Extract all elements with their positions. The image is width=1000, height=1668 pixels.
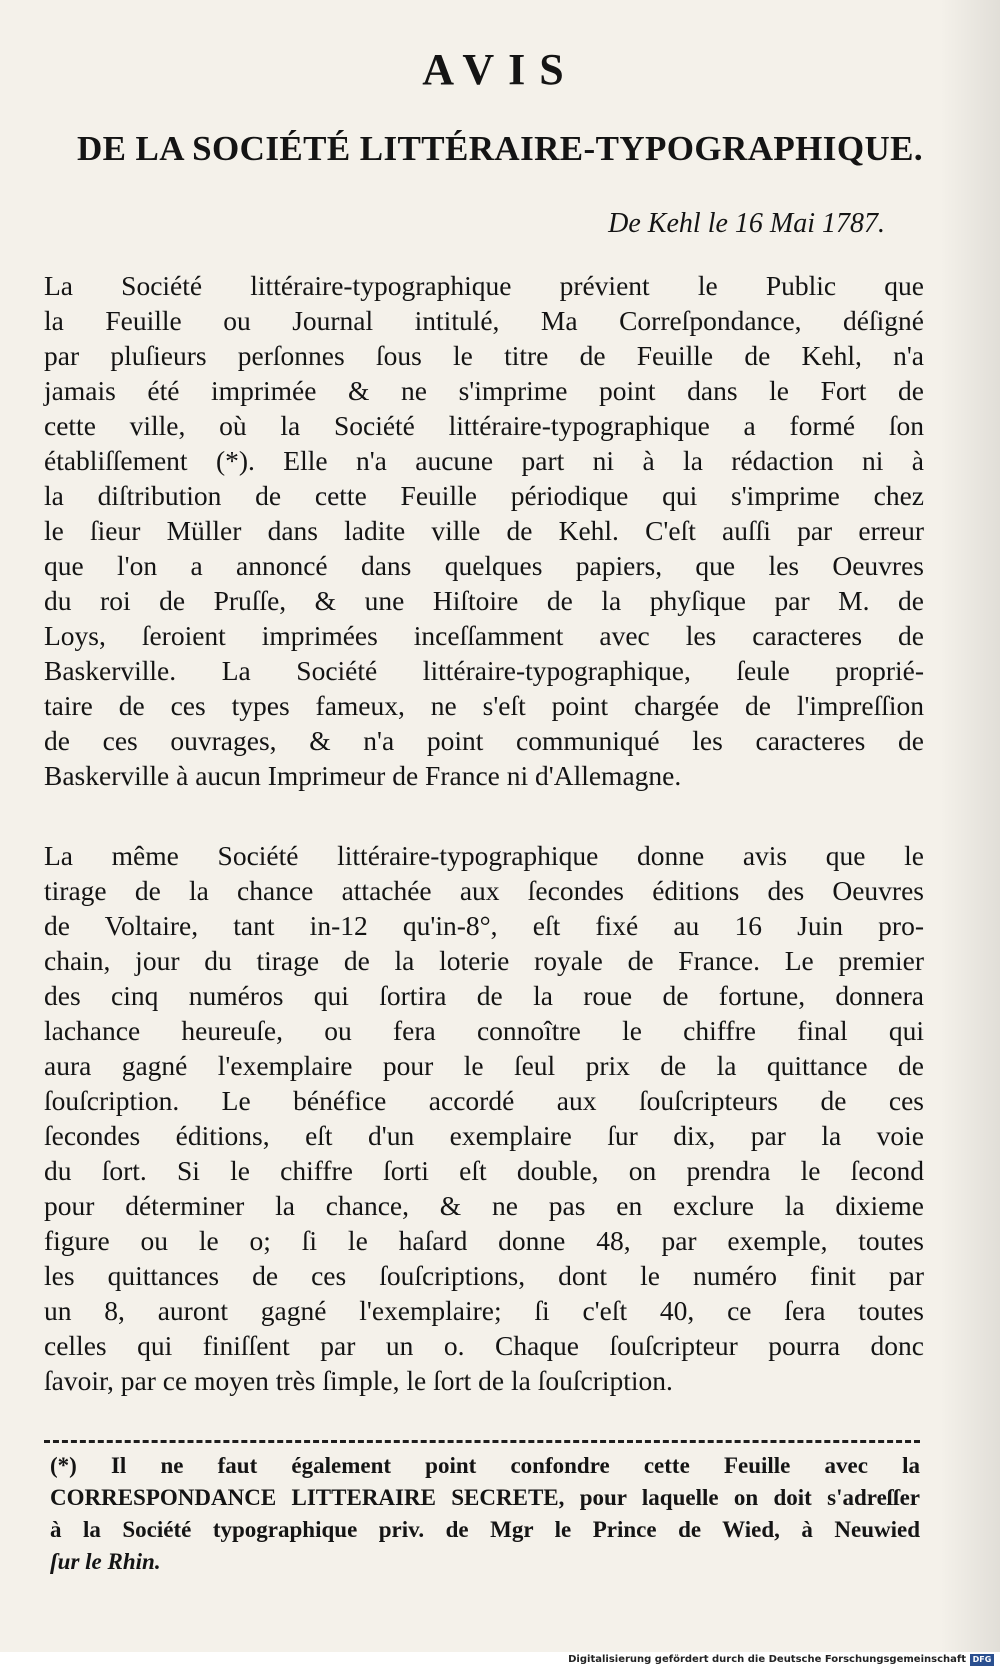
text-line: ſavoir, par ce moyen très ſimple, le ſort de la ſouſcription. <box>44 1365 673 1396</box>
text-line: Baskerville. La Société littéraire-typographique, ſeule proprié- <box>44 655 924 686</box>
paragraph-2 <box>44 838 924 1398</box>
paragraph-1 <box>44 268 924 793</box>
text-line: la Feuille ou Journal intitulé, Ma Correſpondance, déſigné <box>44 305 924 336</box>
text-line: tirage de la chance attachée aux ſecondes éditions des Oeuvres <box>44 875 924 906</box>
text-line: du ſort. Si le chiffre ſorti eſt double, on prendra le ſecond <box>44 1155 924 1186</box>
text-line: figure ou le o; ſi le haſard donne 48, par exemple, toutes <box>44 1225 924 1256</box>
footnote-line: ſur le Rhin. <box>50 1549 161 1574</box>
text-line: lachance heureuſe, ou fera connoître le chiffre final qui <box>44 1015 924 1046</box>
text-line: du roi de Pruſſe, & une Hiſtoire de la phyſique par M. de <box>44 585 924 616</box>
footnote-line: CORRESPONDANCE LITTERAIRE SECRETE, pour laquelle on doit s'adreſſer <box>50 1485 920 1510</box>
text-line: un 8, auront gagné l'exemplaire; ſi c'eſt 40, ce ſera toutes <box>44 1295 924 1326</box>
footnote-divider <box>44 1440 920 1443</box>
text-line: celles qui finiſſent par un o. Chaque ſouſcripteur pourra donc <box>44 1330 924 1361</box>
text-line: les quittances de ces ſouſcriptions, dont le numéro finit par <box>44 1260 924 1291</box>
text-line: que l'on a annoncé dans quelques papiers, que les Oeuvres <box>44 550 924 581</box>
page-subtitle: DE LA SOCIÉTÉ LITTÉRAIRE-TYPOGRAPHIQUE. <box>76 129 924 168</box>
page-edge-shadow <box>940 0 1000 1652</box>
text-line: de Voltaire, tant in-12 qu'in-8°, eſt fixé au 16 Juin pro- <box>44 910 924 941</box>
text-line: jamais été imprimée & ne s'imprime point dans le Fort de <box>44 375 924 406</box>
text-line: établiſſement (*). Elle n'a aucune part ni à la rédaction ni à <box>44 445 924 476</box>
dateline: De Kehl le 16 Mai 1787. <box>608 208 885 239</box>
text-line: aura gagné l'exemplaire pour le ſeul prix de la quittance de <box>44 1050 924 1081</box>
text-line: Baskerville à aucun Imprimeur de France ni d'Allemagne. <box>44 760 682 791</box>
text-line: des cinq numéros qui ſortira de la roue de fortune, donnera <box>44 980 924 1011</box>
text-line: taire de ces types fameux, ne s'eſt point chargée de l'impreſſion <box>44 690 924 721</box>
text-line: par pluſieurs perſonnes ſous le titre de Feuille de Kehl, n'a <box>44 340 924 371</box>
text-line: la diſtribution de cette Feuille périodique qui s'imprime chez <box>44 480 924 511</box>
dfg-logo-icon: DFG <box>970 1654 994 1666</box>
text-line: le ſieur Müller dans ladite ville de Kehl. C'eſt auſſi par erreur <box>44 515 924 546</box>
text-line: La Société littéraire-typographique prévient le Public que <box>44 270 924 301</box>
text-line: La même Société littéraire-typographique donne avis que le <box>44 840 924 871</box>
text-line: ſecondes éditions, eſt d'un exemplaire ſur dix, par la voie <box>44 1120 924 1151</box>
footnote <box>50 1450 920 1578</box>
footnote-line: (*) Il ne faut également point confondre cette Feuille avec la <box>50 1453 920 1478</box>
text-line: Loys, ſeroient imprimées inceſſamment avec les caracteres de <box>44 620 924 651</box>
footnote-line: à la Société typographique priv. de Mgr le Prince de Wied, à Neuwied <box>50 1517 920 1542</box>
text-line: pour déterminer la chance, & ne pas en exclure la dixieme <box>44 1190 924 1221</box>
page-title: AVIS <box>422 45 578 94</box>
text-line: cette ville, où la Société littéraire-typographique a formé ſon <box>44 410 924 441</box>
text-line: ſouſcription. Le bénéfice accordé aux ſouſcripteurs de ces <box>44 1085 924 1116</box>
text-line: de ces ouvrages, & n'a point communiqué les caracteres de <box>44 725 924 756</box>
digitization-credit: Digitalisierung gefördert durch die Deutsche Forschungsgemeinschaft <box>568 1654 966 1665</box>
text-line: chain, jour du tirage de la loterie royale de France. Le premier <box>44 945 924 976</box>
